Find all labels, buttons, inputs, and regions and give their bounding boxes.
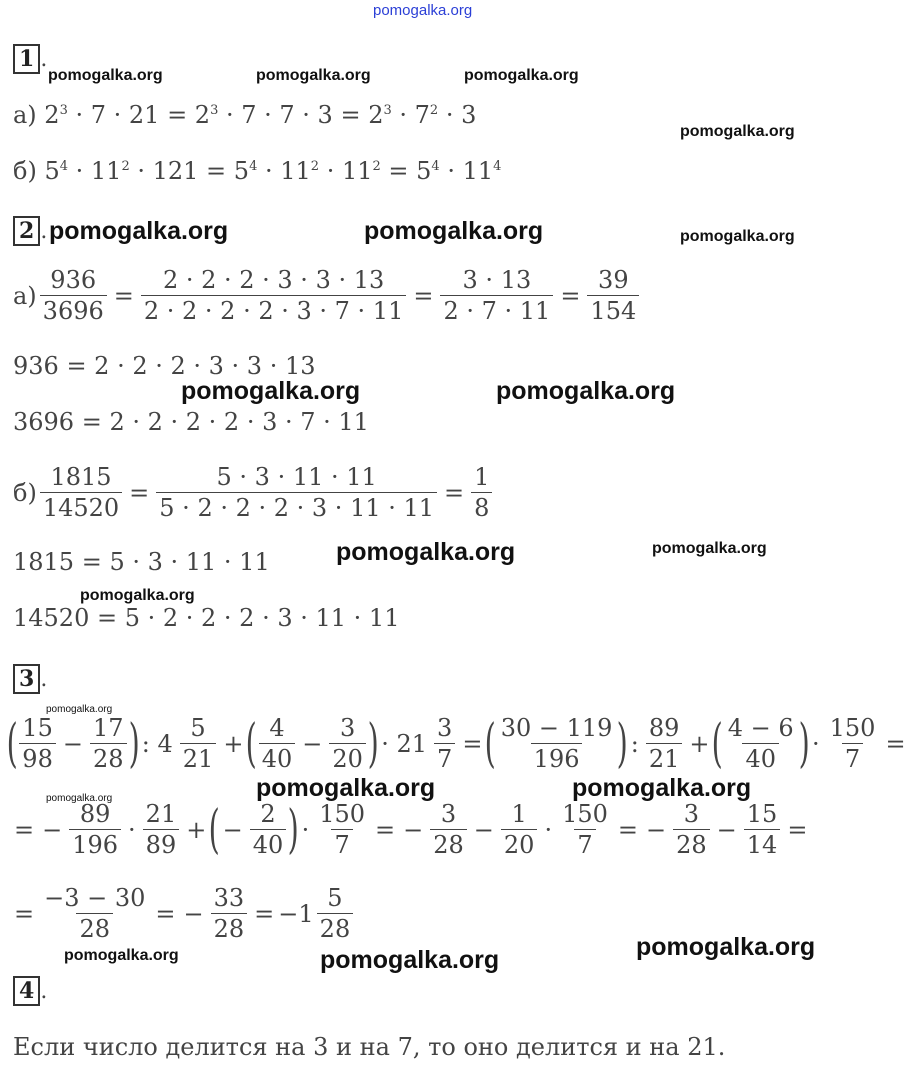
watermark: pomogalka.org (64, 947, 179, 964)
watermark: pomogalka.org (46, 704, 113, 715)
watermark: pomogalka.org (336, 538, 516, 566)
watermark: pomogalka.org (181, 377, 361, 405)
watermark: pomogalka.org (496, 377, 676, 405)
task-4-number: 4 . (13, 976, 47, 1006)
task-2a-fraction-chain: а) $\frac{936}{3696}$ = $\frac{2 \cdot 2 \cdot 2 \cdot 3 \cdot 3 \cdot 13}{2 \cdot 2 \cdot 2 \cdot 2 \cdot 3 \cdot 7 \cdot 11}$ = $\frac{3 \cdot 13}{2 \cdot 7 \cdot 11}$ = $\frac{39}{154}$ (13, 268, 642, 323)
watermark: pomogalka.org (256, 774, 436, 802)
fraction: $\frac{2 \cdot 2 \cdot 2 \cdot 3 \cdot 3 \cdot 13}{2 \cdot 2 \cdot 2 \cdot 2 \cdot 3 \cdot 7 \cdot 11}$ (141, 268, 406, 323)
fraction: $\frac{39}{154}$ (587, 268, 639, 323)
task-3-row3: = $\frac{-3 - 30}{28}$ = − $\frac{33}{28}$ = −1 $\frac{5}{28}$ (10, 886, 356, 941)
task-4-answer: Если число делится на 3 и на 7, то оно делится и на 21. (13, 1033, 726, 1061)
task-3-row1: ( $\frac{15}{98}$ − $\frac{17}{28}$ ) : 4 $\frac{5}{21}$ + ( $\frac{4}{40}$ − $\frac{3}{20}$ ) · 21 $\frac{3}{7}$ = ( $\frac{30 - 119}{196}$ ) : $\frac{89}{21}$ + ( $\frac{4 - 6}{40}$ ) · $\frac{150}{7}$ = (6, 713, 906, 774)
task-2b-line1: 1815 = 5 · 3 · 11 · 11 (13, 548, 270, 576)
watermark: pomogalka.org (364, 217, 544, 245)
task-2b-line2: 14520 = 5 · 2 · 2 · 2 · 3 · 11 · 11 (13, 604, 400, 632)
task-1b-equation: б) $5^4 \cdot 11^2 \cdot 121 = 5^4 \cdot 11^2 \cdot 11^2 = 5^4 \cdot 11^4$ (13, 157, 502, 185)
task-2a-line2: 3696 = 2 · 2 · 2 · 2 · 3 · 7 · 11 (13, 408, 369, 436)
watermark: pomogalka.org (464, 67, 579, 84)
watermark: pomogalka.org (80, 587, 195, 604)
task-1-number: 1 . (13, 44, 47, 74)
watermark: pomogalka.org (652, 540, 767, 557)
watermark: pomogalka.org (320, 946, 500, 974)
fraction: $\frac{5 \cdot 3 \cdot 11 \cdot 11}{5 \cdot 2 \cdot 2 \cdot 2 \cdot 3 \cdot 11 \cdot 11}$ (156, 465, 437, 520)
watermark: pomogalka.org (48, 67, 163, 84)
task-2-number: 2 . (13, 216, 47, 246)
fraction: $\frac{3 \cdot 13}{2 \cdot 7 \cdot 11}$ (440, 268, 553, 323)
task-1a-equation: а) $2^3 \cdot 7 \cdot 21 = 2^3 \cdot 7 \cdot 7 \cdot 3 = 2^3 \cdot 7^2 \cdot 3$ (13, 101, 477, 129)
watermark: pomogalka.org (636, 933, 816, 961)
watermark: pomogalka.org (49, 217, 229, 245)
fraction: $\frac{936}{3696}$ (40, 268, 107, 323)
watermark: pomogalka.org (256, 67, 371, 84)
watermark: pomogalka.org (572, 774, 752, 802)
fraction: $\frac{1}{8}$ (471, 465, 492, 520)
fraction: $\frac{1815}{14520}$ (40, 465, 122, 520)
watermark: pomogalka.org (680, 123, 795, 140)
task-2a-line1: 936 = 2 · 2 · 2 · 3 · 3 · 13 (13, 352, 316, 380)
watermark: pomogalka.org (680, 228, 795, 245)
task-3-number: 3 . (13, 664, 47, 694)
watermark: pomogalka.org (46, 793, 113, 804)
site-link[interactable]: pomogalka.org (373, 2, 473, 19)
task-3-row2: = − $\frac{89}{196}$ · $\frac{21}{89}$ + ( − $\frac{2}{40}$ ) · $\frac{150}{7}$ = − $\frac{3}{28}$ − $\frac{1}{20}$ · $\frac{150}{7}$ = − $\frac{3}{28}$ − $\frac{15}{14}$ = (14, 799, 808, 860)
task-2b-fraction-chain: б) $\frac{1815}{14520}$ = $\frac{5 \cdot 3 \cdot 11 \cdot 11}{5 \cdot 2 \cdot 2 \cdot 2 \cdot 3 \cdot 11 \cdot 11}$ = $\frac{1}{8}$ (13, 465, 495, 520)
